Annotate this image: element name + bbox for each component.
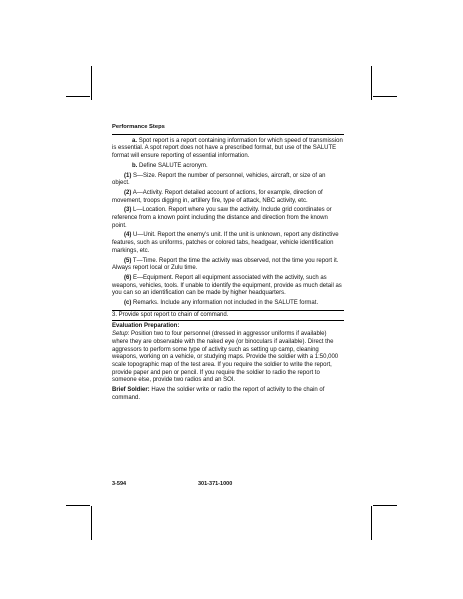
brief-text: Have the soldier write or radio the report of activity to the chain of command.: [112, 387, 325, 401]
step-b: [112, 163, 344, 171]
salute-item: (4) U—Unit. Report the enemy's unit. If the unit is unknown, report any distinctive features, such as uniforms, patches or colored tabs, headgear, vehicle identification markings, etc.: [112, 232, 339, 254]
setup-text: : Position two to four personnel (dressed in aggressor uniforms if available) where they are observable with the naked eye (or binoculars if available). Direct the aggressors to perform some type of activity such as setting up camp, cleaning weapons, working on a vehicle, or studying maps. Provide the soldier with a 1:50,000 scale topographic map of the test area. If you require the soldier to write the report, provide paper and pen or pencil. If you require the soldier to radio the report to someone else, provide two radios and an SOI.: [112, 331, 339, 384]
crop-mark: [91, 66, 92, 100]
crop-mark: [373, 96, 397, 97]
salute-item: (2) A—Activity. Report detailed account of actions, for example, direction of movement, troops digging in, artillery fire, type of attack, NBC activity, etc.: [112, 189, 323, 204]
document-page: [112, 124, 344, 405]
crop-mark: [66, 505, 90, 506]
step-b-text: Define SALUTE acronym.: [139, 162, 208, 169]
crop-mark: [371, 506, 372, 540]
evaluation-heading: Evaluation Preparation:: [112, 323, 180, 330]
crop-mark: [91, 506, 92, 540]
step-a: [112, 138, 344, 161]
crop-mark: [371, 66, 372, 100]
setup-paragraph: [112, 331, 344, 385]
document-number: 301-371-1000: [198, 481, 233, 487]
salute-item: (5) T—Time. Report the time the activity was observed, not the time you report it. Always report local or Zulu time.: [112, 257, 339, 272]
step-a-text: Spot report is a report containing information for which speed of transmission is essential. A spot report does not have a prescribed format, but use of the SALUTE format will ensure reporting of essential information.: [112, 137, 343, 160]
brief-label: Brief Soldier:: [112, 387, 150, 394]
step-b-label: b.: [132, 162, 138, 169]
step-a-label: a.: [132, 137, 138, 144]
crop-mark: [66, 96, 90, 97]
remarks-item: (c) Remarks. Include any information not included in the SALUTE format.: [124, 300, 319, 307]
page-number: 3-594: [112, 481, 127, 487]
crop-mark: [373, 505, 397, 506]
setup-label: Setup: [112, 331, 128, 338]
brief-soldier-paragraph: [112, 387, 344, 402]
step-3: 3. Provide spot report to chain of command.: [112, 310, 344, 322]
section-header: Performance Steps: [112, 124, 344, 135]
salute-item: (3) L—Location. Report where you saw the activity. Include grid coordinates or reference from a known point including the distance and direction from the known point.: [112, 207, 332, 229]
salute-item: (6) E—Equipment. Report all equipment associated with the activity, such as weapons, vehicles, tools. If unable to identify the equipment, provide as much detail as you can so an identification can be made by higher headquarters.: [112, 274, 342, 297]
salute-item: (1) S—Size. Report the number of personnel, vehicles, aircraft, or size of an object.: [112, 172, 326, 187]
